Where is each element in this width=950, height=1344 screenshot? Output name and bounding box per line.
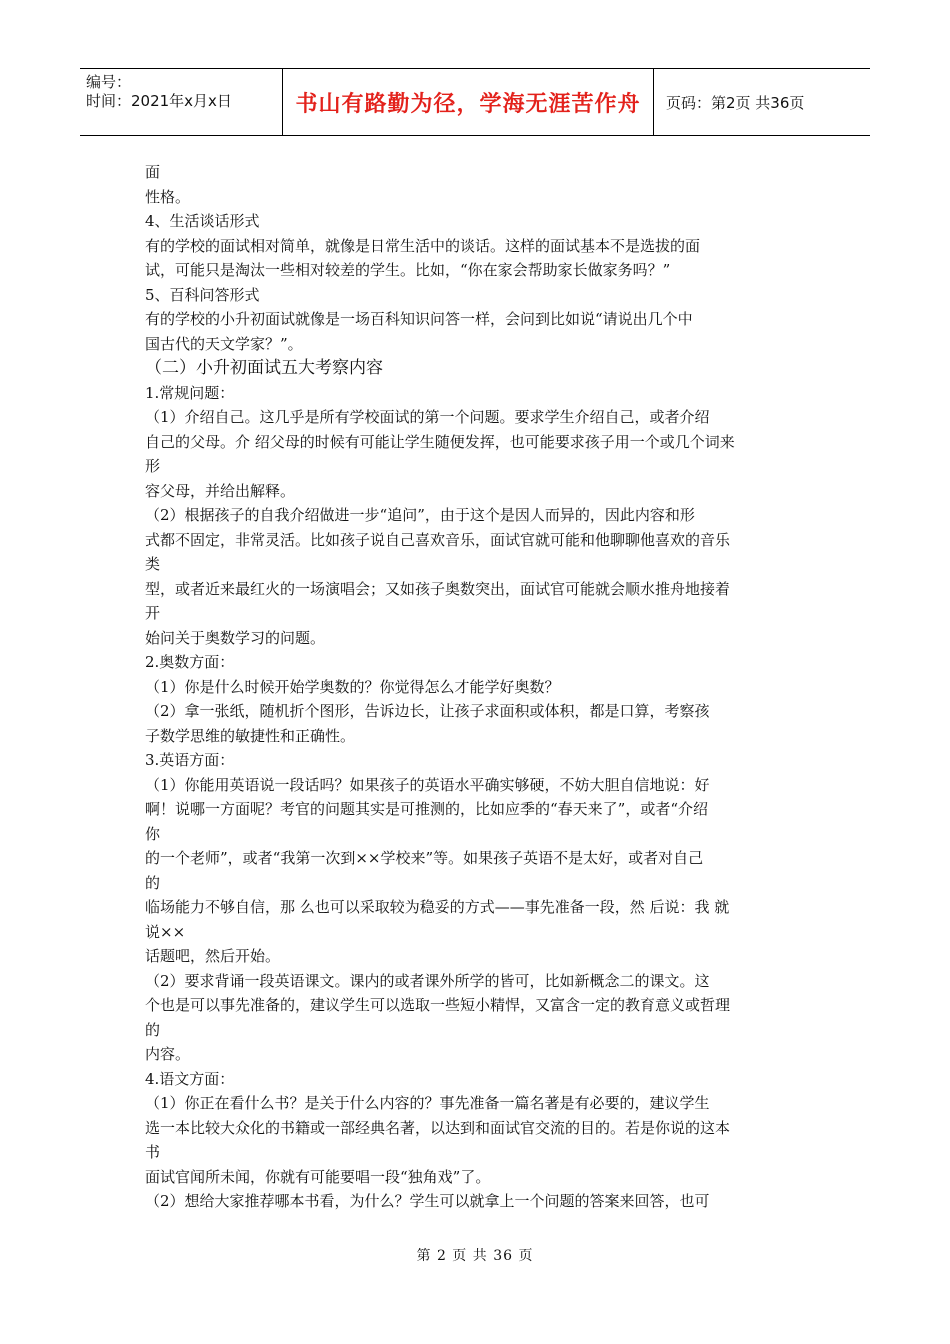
body-line: （1）你能用英语说一段话吗？如果孩子的英语水平确实够硬，不妨大胆自信地说：好 [145, 775, 710, 794]
header-meta [80, 69, 283, 135]
header-motto-cell [283, 69, 654, 135]
body-line: 2.奥数方面： [145, 653, 235, 671]
header-page-cell [654, 69, 870, 135]
body-line: 5、百科问答形式 [145, 285, 260, 304]
body-line: 3.英语方面： [145, 751, 235, 769]
body-line: 容父母，并给出解释。 [145, 481, 296, 500]
body-line: 个也是可以事先准备的，建议学生可以选取一些短小精悍，又富含一定的教育意义或哲理 [145, 996, 731, 1014]
date-label: 时间：2021年x月x日 [86, 92, 232, 110]
body-line: 形 [145, 457, 161, 475]
body-line: 选一本比较大众化的书籍或一部经典名著，以达到和面试官交流的目的。若是你说的这本 [145, 1118, 731, 1137]
body-line: （二）小升初面试五大考察内容 [145, 358, 383, 378]
body-line: 试，可能只是淘汰一些相对较差的学生。比如，“你在家会帮助家长做家务吗？” [145, 261, 671, 279]
body-line: 的 [145, 1020, 161, 1039]
body-line: 有的学校的小升初面试就像是一场百科知识问答一样，会问到比如说“请说出几个中 [145, 310, 693, 328]
number-label: 编号： [86, 73, 132, 91]
body-line: （1）你是什么时候开始学奥数的？你觉得怎么才能学好奥数？ [145, 677, 560, 696]
body-line: 自己的父母。介 绍父母的时候有可能让学生随便发挥，也可能要求孩子用一个或几个词来 [145, 432, 735, 451]
body-line: 内容。 [145, 1045, 191, 1063]
page-number-label: 页码：第2页 共36页 [666, 93, 805, 112]
body-line: 4、生活谈话形式 [145, 212, 260, 230]
body-line: 面试官闻所未闻，你就有可能要唱一段“独角戏”了。 [145, 1167, 491, 1186]
body-line: 1.常规问题： [145, 383, 235, 402]
body-line: （1）你正在看什么书？是关于什么内容的？事先准备一篇名著是有必要的，建议学生 [145, 1094, 710, 1112]
body-line: （2）拿一张纸，随机折个图形，告诉边长，让孩子求面积或体积，都是口算，考察孩 [145, 702, 710, 720]
body-line: 类 [145, 555, 161, 573]
body-line: 子数学思维的敏捷性和正确性。 [145, 726, 356, 745]
body-line: 话题吧，然后开始。 [145, 947, 281, 965]
body-line: 说×× [145, 922, 186, 941]
body-line: 的一个老师”，或者“我第一次到××学校来”等。如果孩子英语不是太好，或者对自己 [145, 849, 704, 867]
motto-text: 书山有路勤为径，学海无涯苦作舟 [295, 91, 641, 117]
body-line: 你 [145, 824, 161, 843]
body-line: 临场能力不够自信，那 么也可以采取较为稳妥的方式——事先准备一段，然 后说：我 就 [145, 898, 730, 916]
body-line: 的 [145, 873, 161, 892]
body-line: （2）根据孩子的自我介绍做进一步“追问”，由于这个是因人而异的，因此内容和形 [145, 506, 695, 524]
body-line: 国古代的天文学家？”。 [145, 334, 303, 353]
body-line: 性格。 [145, 187, 191, 206]
body-line: 4.语文方面： [145, 1069, 235, 1088]
body-line: 啊！说哪一方面呢？考官的问题其实是可推测的，比如应季的“春天来了”，或者“介绍 [145, 800, 709, 818]
body-line: （2）想给大家推荐哪本书看，为什么？学生可以就拿上一个问题的答案来回答，也可 [145, 1192, 710, 1210]
body-line: 面 [145, 163, 161, 181]
body-line: 型，或者近来最红火的一场演唱会；又如孩子奥数突出，面试官可能就会顺水推舟地接着 [145, 579, 731, 598]
body-line: 开 [145, 604, 161, 622]
body-line: （1）介绍自己。这几乎是所有学校面试的第一个问题。要求学生介绍自己，或者介绍 [145, 408, 710, 426]
body-line: （2）要求背诵一段英语课文。课内的或者课外所学的皆可，比如新概念二的课文。这 [145, 971, 710, 990]
page-footer: 第 2 页 共 36 页 [416, 1248, 534, 1264]
document-body [145, 160, 810, 1214]
page-header [80, 68, 870, 136]
body-line: 式都不固定，非常灵活。比如孩子说自己喜欢音乐，面试官就可能和他聊聊他喜欢的音乐 [145, 530, 731, 549]
body-line: 始问关于奥数学习的问题。 [145, 628, 326, 647]
body-line: 有的学校的面试相对简单，就像是日常生活中的谈话。这样的面试基本不是选拔的面 [145, 236, 701, 255]
body-line: 书 [145, 1143, 161, 1161]
